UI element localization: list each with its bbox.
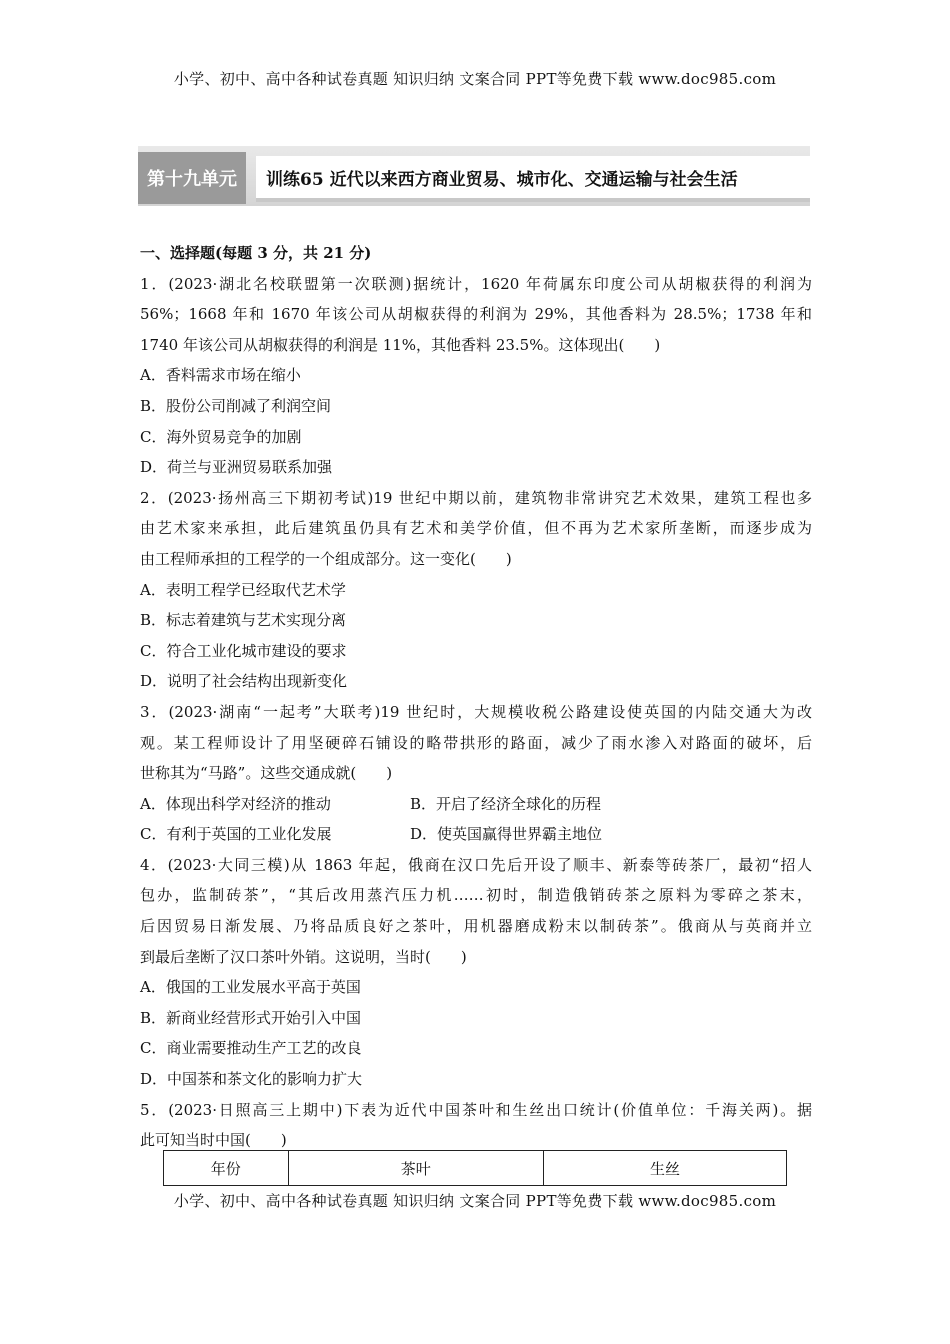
q1-option-a: A．香料需求市场在缩小: [140, 366, 301, 385]
table-header-row: [164, 1151, 787, 1186]
q2-stem-line: 由工程师承担的工程学的一个组成部分。这一变化( ): [140, 549, 512, 568]
q4-option-a: A．俄国的工业发展水平高于英国: [140, 978, 361, 997]
q3-option-b: B．开启了经济全球化的历程: [410, 794, 602, 813]
q4-stem-line: 到最后垄断了汉口茶叶外销。这说明，当时( ): [140, 947, 467, 966]
q3-stem-line: 观。某工程师设计了用坚硬碎石铺设的略带拱形的路面，减少了雨水渗入对路面的破坏，后: [140, 733, 812, 752]
q3-stem-line: 世称其为“马路”。这些交通成就( ): [140, 764, 393, 783]
q1-stem-line: 1．(2023·湖北名校联盟第一次联测)据统计，1620 年荷属东印度公司从胡椒获得的利润为: [140, 274, 812, 293]
page-footer: 小学、初中、高中各种试卷真题 知识归纳 文案合同 PPT等免费下载 www.doc985.com: [173, 1192, 777, 1210]
q3-stem-line: 3．(2023·湖南“一起考”大联考)19 世纪时，大规模收税公路建设使英国的内陆交通大为改: [140, 702, 812, 721]
q2-stem-line: 由艺术家来承担，此后建筑虽仍具有艺术和美学价值，但不再为艺术家所垄断，而逐步成为: [140, 519, 812, 538]
q4-option-c: C．商业需要推动生产工艺的改良: [140, 1039, 362, 1058]
unit-label: 第十九单元: [138, 152, 246, 204]
section-heading: 一、选择题(每题 3 分，共 21 分): [140, 244, 372, 262]
q1-stem-line: 1740 年该公司从胡椒获得的利润是 11%，其他香料 23.5%。这体现出( ): [140, 335, 661, 354]
q3-options-row: [140, 819, 812, 850]
q1-stem-line: 56%；1668 年和 1670 年该公司从胡椒获得的利润为 29%，其他香料为 28.5%；1738 年和: [140, 305, 812, 324]
q4-stem-line: 包办，监制砖茶”，“其后改用蒸汽压力机……初时，制造俄销砖茶之原料为零碎之茶末，: [140, 886, 812, 905]
q1-option-c: C．海外贸易竞争的加剧: [140, 427, 302, 446]
q5-stem-line: 此可知当时中国( ): [140, 1131, 287, 1150]
table-header-year: 年份: [164, 1151, 289, 1186]
q3-options-row: [140, 789, 812, 820]
unit-banner: [138, 146, 810, 212]
q4-stem-line: 4．(2023·大同三模)从 1863 年起，俄商在汉口先后开设了顺丰、新泰等砖茶厂，最初“招人: [140, 855, 812, 874]
page-header: 小学、初中、高中各种试卷真题 知识归纳 文案合同 PPT等免费下载 www.doc985.com: [173, 70, 777, 88]
q2-option-b: B．标志着建筑与艺术实现分离: [140, 611, 347, 630]
q1-option-d: D．荷兰与亚洲贸易联系加强: [140, 458, 333, 477]
q3-option-d: D．使英国赢得世界霸主地位: [410, 825, 603, 844]
q4-stem-line: 后因贸易日渐发展、乃将品质良好之茶叶，用机器磨成粉末以制砖茶”。俄商从与英商并立: [140, 917, 812, 936]
q1-option-b: B．股份公司削减了利润空间: [140, 396, 332, 415]
table-header-tea: 茶叶: [288, 1151, 543, 1186]
q5-stem-line: 5．(2023·日照高三上期中)下表为近代中国茶叶和生丝出口统计(价值单位：千海关两)。据: [140, 1100, 812, 1119]
question-content: [140, 238, 812, 1156]
q3-option-c: C．有利于英国的工业化发展: [140, 825, 332, 844]
q2-option-c: C．符合工业化城市建设的要求: [140, 641, 347, 660]
q2-option-a: A．表明工程学已经取代艺术学: [140, 580, 346, 599]
q3-option-a: A．体现出科学对经济的推动: [140, 794, 331, 813]
q2-stem-line: 2．(2023·扬州高三下期初考试)19 世纪中期以前，建筑物非常讲究艺术效果，建筑工程也多: [140, 488, 812, 507]
q2-option-d: D．说明了社会结构出现新变化: [140, 672, 348, 691]
q4-option-d: D．中国茶和茶文化的影响力扩大: [140, 1070, 363, 1089]
q4-option-b: B．新商业经营形式开始引入中国: [140, 1008, 362, 1027]
table-header-silk: 生丝: [544, 1151, 787, 1186]
training-title: 训练65 近代以来西方商业贸易、城市化、交通运输与社会生活: [256, 156, 810, 202]
export-table: [163, 1150, 787, 1186]
